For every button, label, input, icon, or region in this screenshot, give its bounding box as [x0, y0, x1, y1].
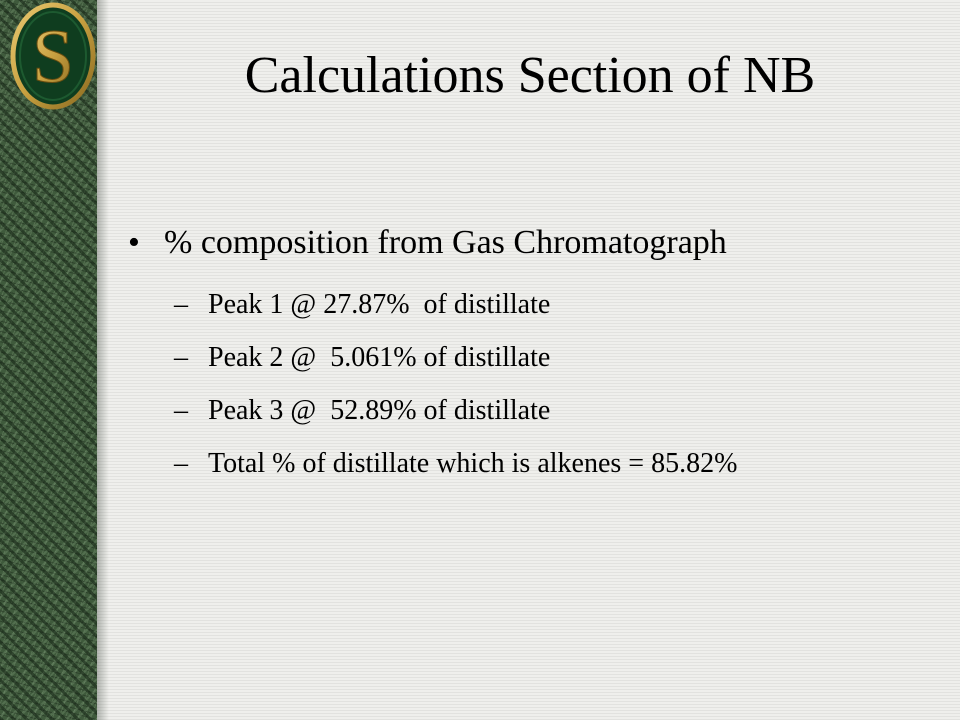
sub-item-text: Total % of distillate which is alkenes = 85.82% — [208, 448, 738, 479]
school-s-shield-icon — [10, 2, 96, 110]
bullet-icon: • — [128, 224, 140, 261]
sub-item-text: Peak 2 @ 5.061% of distillate — [208, 342, 551, 373]
dash-icon: – — [174, 395, 188, 426]
logo-letter: S — [31, 15, 75, 99]
sidebar-shadow — [97, 0, 109, 720]
sub-item-total — [174, 437, 948, 490]
sub-list — [128, 278, 948, 490]
sub-item-peak-1 — [174, 278, 948, 331]
bullet-item — [128, 218, 948, 268]
dash-icon: – — [174, 342, 188, 373]
dash-icon: – — [174, 448, 188, 479]
sub-item-peak-2 — [174, 331, 948, 384]
slide-body — [128, 218, 948, 490]
sub-item-peak-3 — [174, 384, 948, 437]
bullet-text: % composition from Gas Chromatograph — [164, 224, 727, 261]
sub-item-text: Peak 1 @ 27.87% of distillate — [208, 289, 551, 320]
sub-item-text: Peak 3 @ 52.89% of distillate — [208, 395, 551, 426]
slide-title: Calculations Section of NB — [244, 47, 816, 104]
dash-icon: – — [174, 289, 188, 320]
